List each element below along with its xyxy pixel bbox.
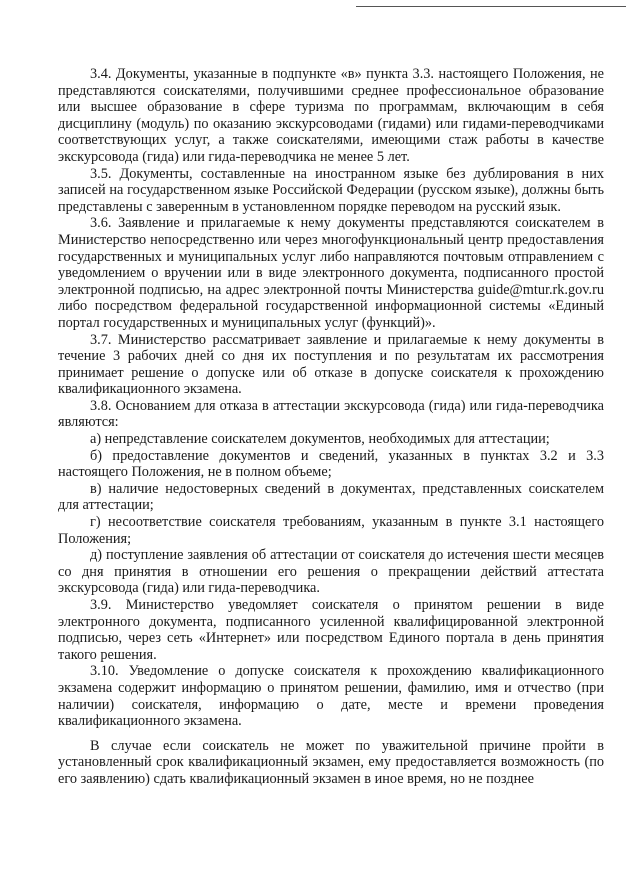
list-item-b: б) предоставление документов и сведений, указанных в пунктах 3.2 и 3.3 настоящего Положения, не в полном объеме; — [58, 447, 604, 481]
list-item-v: в) наличие недостоверных сведений в документах, представленных соискателем для аттестации; — [58, 480, 604, 514]
list-item-d: д) поступление заявления об аттестации от соискателя до истечения шести месяцев со дня принятия в отношении его решения о прекращении действий аттестата экскурсовода (гида) или гида-переводчика. — [58, 547, 604, 597]
paragraph-3-9: 3.9. Министерство уведомляет соискателя о принятом решении в виде электронного документа, подписанного усиленной квалифицированной электронной подписью, через сеть «Интернет» или посредством Единого портала в день принятия такого решения. — [58, 597, 604, 663]
document-page — [58, 66, 604, 788]
paragraph-3-7: 3.7. Министерство рассматривает заявление и прилагаемые к нему документы в течение 3 рабочих дней со дня их поступления и по результатам их рассмотрения принимает решение о допуске или об отказе в допуске соискателя к прохождению квалификационного экзамена. — [58, 331, 604, 398]
list-item-a: а) непредставление соискателем документов, необходимых для аттестации; — [90, 431, 550, 448]
list-item-g: г) несоответствие соискателя требованиям, указанным в пункте 3.1 настоящего Положения; — [58, 514, 604, 547]
paragraph-3-10: 3.10. Уведомление о допуске соискателя к прохождению квалификационного экзамена содержит информацию о принятом решении, фамилию, имя и отчество (при наличии) соискателя, информацию о дате, месте и времени проведения квалификационного экзамена. — [58, 663, 604, 730]
header-rule — [356, 6, 626, 7]
paragraph-exam-reschedule: В случае если соискатель не может по уважительной причине пройти в установленный срок квалификационный экзамен, ему предоставляется возможность (по его заявлению) сдать квалификационный экзамен в иное время, но не позднее — [58, 737, 604, 787]
paragraph-3-5: 3.5. Документы, составленные на иностранном языке без дублирования в них записей на государственном языке Российской Федерации (русском языке), должны быть представлены с заверенным в установленном порядке переводом на русский язык. — [58, 165, 604, 215]
paragraph-3-4: 3.4. Документы, указанные в подпункте «в» пункта 3.3. настоящего Положения, не представляются соискателями, получившими среднее профессиональное образование или высшее образование в сфере туризма по программам, включающим в себя дисциплину (модуль) по оказанию экскурсоводами (гидами) или гидами-переводчиками соответствующих услуг, а также соискателями, имеющими стаж работы в качестве экскурсовода (гида) или гида-переводчика не менее 5 лет. — [58, 66, 604, 165]
paragraph-3-8: 3.8. Основанием для отказа в аттестации экскурсовода (гида) или гида-переводчика являются: — [58, 397, 604, 431]
paragraph-3-6: 3.6. Заявление и прилагаемые к нему документы представляются соискателем в Министерство непосредственно или через многофункциональный центр предоставления государственных и муниципальных услуг либо направляются почтовым отправлением с уведомлением о вручении или в виде электронного документа, подписанного простой электронной подписью, на адрес электронной почты Министерства guide@mtur.rk.gov.ru либо посредством федеральной государственной информационной системы «Единый портал государственных и муниципальных услуг (функций)». — [58, 215, 604, 331]
